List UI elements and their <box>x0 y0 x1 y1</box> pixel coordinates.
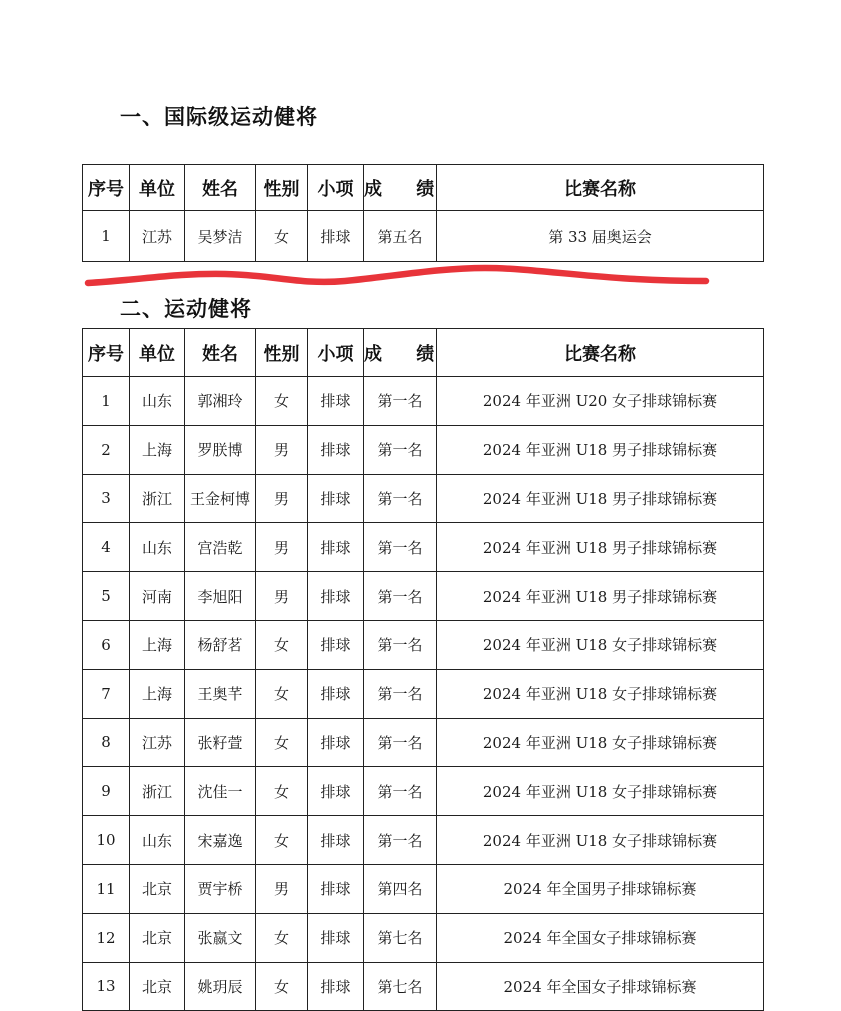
cell-result: 第一名 <box>364 523 437 572</box>
cell-gender: 男 <box>256 523 308 572</box>
athletes-table <box>82 328 764 1011</box>
cell-event: 排球 <box>308 620 364 669</box>
cell-event: 排球 <box>308 669 364 718</box>
cell-gender: 女 <box>256 816 308 865</box>
cell-name: 姚玥辰 <box>185 962 256 1011</box>
cell-unit: 北京 <box>130 864 185 913</box>
cell-competition: 2024 年亚洲 U18 女子排球锦标赛 <box>437 718 764 767</box>
cell-name: 张嬴文 <box>185 913 256 962</box>
table-row <box>83 718 764 767</box>
cell-name: 吴梦洁 <box>185 211 256 262</box>
col-header-unit: 单位 <box>130 329 185 377</box>
cell-unit: 北京 <box>130 913 185 962</box>
cell-gender: 男 <box>256 425 308 474</box>
cell-gender: 女 <box>256 620 308 669</box>
cell-result: 第一名 <box>364 572 437 621</box>
cell-no: 4 <box>83 523 130 572</box>
cell-result: 第一名 <box>364 620 437 669</box>
table-row <box>83 767 764 816</box>
cell-no: 9 <box>83 767 130 816</box>
cell-gender: 女 <box>256 211 308 262</box>
col-header-name: 姓名 <box>185 165 256 211</box>
cell-result: 第一名 <box>364 767 437 816</box>
cell-gender: 女 <box>256 377 308 426</box>
col-header-gender: 性别 <box>256 329 308 377</box>
cell-no: 6 <box>83 620 130 669</box>
cell-gender: 男 <box>256 572 308 621</box>
cell-unit: 北京 <box>130 962 185 1011</box>
cell-event: 排球 <box>308 864 364 913</box>
section-1-title: 一、国际级运动健将 <box>120 105 318 129</box>
col-header-name: 姓名 <box>185 329 256 377</box>
cell-competition: 第 33 届奥运会 <box>437 211 764 262</box>
international-athletes-table <box>82 164 764 262</box>
cell-no: 12 <box>83 913 130 962</box>
cell-unit: 山东 <box>130 377 185 426</box>
cell-no: 2 <box>83 425 130 474</box>
cell-event: 排球 <box>308 425 364 474</box>
cell-result: 第一名 <box>364 718 437 767</box>
cell-no: 7 <box>83 669 130 718</box>
cell-competition: 2024 年全国男子排球锦标赛 <box>437 864 764 913</box>
cell-event: 排球 <box>308 767 364 816</box>
red-underline-stroke <box>88 268 706 283</box>
cell-result: 第一名 <box>364 474 437 523</box>
cell-competition: 2024 年亚洲 U18 男子排球锦标赛 <box>437 523 764 572</box>
col-header-no: 序号 <box>83 329 130 377</box>
cell-name: 宫浩乾 <box>185 523 256 572</box>
cell-name: 沈佳一 <box>185 767 256 816</box>
table-row <box>83 523 764 572</box>
cell-no: 3 <box>83 474 130 523</box>
table-row <box>83 864 764 913</box>
cell-name: 宋嘉逸 <box>185 816 256 865</box>
cell-name: 王金柯博 <box>185 474 256 523</box>
table-header-row <box>83 329 764 377</box>
cell-no: 11 <box>83 864 130 913</box>
cell-event: 排球 <box>308 816 364 865</box>
table-row <box>83 572 764 621</box>
cell-result: 第七名 <box>364 913 437 962</box>
cell-name: 贾宇桥 <box>185 864 256 913</box>
table-header-row <box>83 165 764 211</box>
cell-competition: 2024 年全国女子排球锦标赛 <box>437 913 764 962</box>
cell-no: 1 <box>83 377 130 426</box>
cell-name: 王奥芊 <box>185 669 256 718</box>
cell-no: 13 <box>83 962 130 1011</box>
cell-competition: 2024 年亚洲 U18 男子排球锦标赛 <box>437 425 764 474</box>
cell-unit: 上海 <box>130 669 185 718</box>
athletes-table-body <box>83 377 764 1011</box>
cell-unit: 江苏 <box>130 211 185 262</box>
cell-result: 第一名 <box>364 377 437 426</box>
table-row <box>83 669 764 718</box>
cell-name: 罗朕博 <box>185 425 256 474</box>
cell-event: 排球 <box>308 211 364 262</box>
cell-gender: 女 <box>256 669 308 718</box>
cell-competition: 2024 年亚洲 U18 女子排球锦标赛 <box>437 669 764 718</box>
cell-event: 排球 <box>308 718 364 767</box>
cell-competition: 2024 年亚洲 U18 女子排球锦标赛 <box>437 620 764 669</box>
table-row <box>83 211 764 262</box>
cell-unit: 河南 <box>130 572 185 621</box>
cell-name: 李旭阳 <box>185 572 256 621</box>
cell-gender: 女 <box>256 962 308 1011</box>
cell-result: 第一名 <box>364 816 437 865</box>
col-header-result: 成 绩 <box>364 165 437 211</box>
cell-unit: 山东 <box>130 816 185 865</box>
col-header-competition: 比赛名称 <box>437 165 764 211</box>
col-header-result: 成 绩 <box>364 329 437 377</box>
cell-event: 排球 <box>308 474 364 523</box>
cell-gender: 女 <box>256 718 308 767</box>
table-row <box>83 425 764 474</box>
cell-competition: 2024 年亚洲 U18 女子排球锦标赛 <box>437 816 764 865</box>
cell-result: 第一名 <box>364 425 437 474</box>
cell-result: 第七名 <box>364 962 437 1011</box>
cell-event: 排球 <box>308 572 364 621</box>
cell-unit: 上海 <box>130 620 185 669</box>
cell-event: 排球 <box>308 962 364 1011</box>
cell-no: 5 <box>83 572 130 621</box>
cell-no: 8 <box>83 718 130 767</box>
cell-result: 第四名 <box>364 864 437 913</box>
table-row <box>83 474 764 523</box>
cell-no: 10 <box>83 816 130 865</box>
cell-event: 排球 <box>308 523 364 572</box>
cell-competition: 2024 年全国女子排球锦标赛 <box>437 962 764 1011</box>
cell-result: 第一名 <box>364 669 437 718</box>
cell-gender: 女 <box>256 767 308 816</box>
cell-competition: 2024 年亚洲 U18 男子排球锦标赛 <box>437 474 764 523</box>
cell-gender: 男 <box>256 864 308 913</box>
col-header-unit: 单位 <box>130 165 185 211</box>
cell-name: 张籽萱 <box>185 718 256 767</box>
table-row <box>83 620 764 669</box>
cell-result: 第五名 <box>364 211 437 262</box>
cell-no: 1 <box>83 211 130 262</box>
cell-event: 排球 <box>308 913 364 962</box>
cell-unit: 山东 <box>130 523 185 572</box>
cell-unit: 浙江 <box>130 767 185 816</box>
col-header-gender: 性别 <box>256 165 308 211</box>
cell-name: 杨舒茗 <box>185 620 256 669</box>
col-header-competition: 比赛名称 <box>437 329 764 377</box>
cell-competition: 2024 年亚洲 U18 女子排球锦标赛 <box>437 767 764 816</box>
table-row <box>83 377 764 426</box>
cell-gender: 女 <box>256 913 308 962</box>
col-header-no: 序号 <box>83 165 130 211</box>
cell-unit: 江苏 <box>130 718 185 767</box>
cell-name: 郭湘玲 <box>185 377 256 426</box>
table-row <box>83 962 764 1011</box>
col-header-event: 小项 <box>308 329 364 377</box>
cell-event: 排球 <box>308 377 364 426</box>
cell-unit: 浙江 <box>130 474 185 523</box>
table-row <box>83 816 764 865</box>
cell-competition: 2024 年亚洲 U18 男子排球锦标赛 <box>437 572 764 621</box>
table-row <box>83 913 764 962</box>
cell-unit: 上海 <box>130 425 185 474</box>
cell-competition: 2024 年亚洲 U20 女子排球锦标赛 <box>437 377 764 426</box>
section-2-title: 二、运动健将 <box>120 297 252 321</box>
col-header-event: 小项 <box>308 165 364 211</box>
cell-gender: 男 <box>256 474 308 523</box>
